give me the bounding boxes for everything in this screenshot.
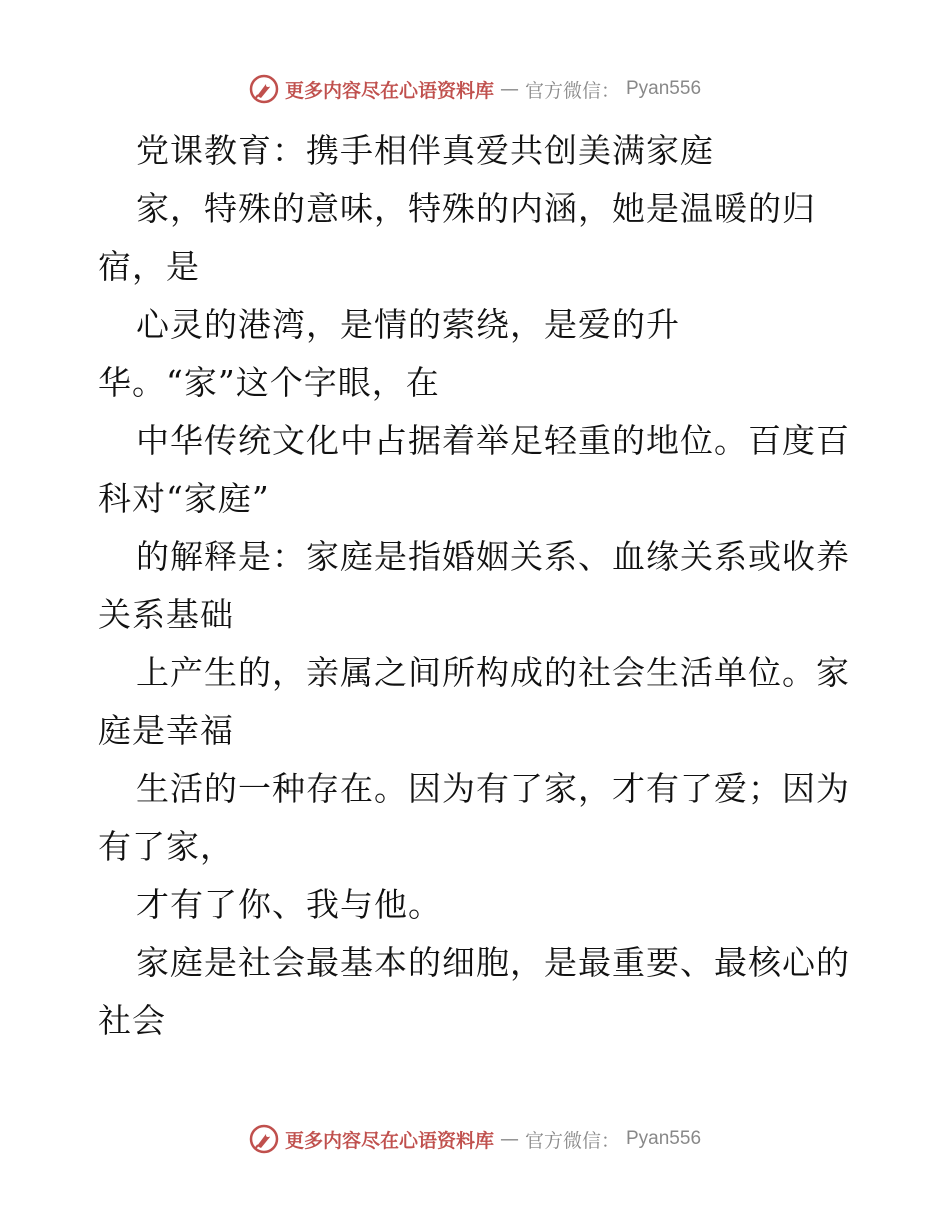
paragraph-line: 心灵的港湾，是情的萦绕，是爱的升 xyxy=(136,305,680,344)
pen-nib-logo-icon xyxy=(249,1124,279,1154)
banner-wechat-label: 官方微信： xyxy=(524,79,620,102)
paragraph-line: 上产生的，亲属之间所构成的社会生活单位。家 xyxy=(136,653,850,692)
banner-separator: — xyxy=(499,1128,519,1150)
banner-wechat-id: Pyan556 xyxy=(626,1128,702,1149)
paragraph-line: 庭是幸福 xyxy=(98,711,234,750)
pen-nib-logo-icon xyxy=(249,74,279,104)
paragraph-line: 的解释是：家庭是指婚姻关系、血缘关系或收养 xyxy=(136,537,850,576)
document-body xyxy=(98,122,858,1050)
paragraph-line: 华。“家”这个字眼，在 xyxy=(98,363,440,402)
paragraph-line: 关系基础 xyxy=(98,595,234,634)
banner-main-text: 更多内容尽在心语资料库 xyxy=(284,1129,494,1152)
paragraph-line: 科对“家庭” xyxy=(98,479,270,518)
footer-watermark-banner xyxy=(0,1124,950,1154)
paragraph-line: 中华传统文化中占据着举足轻重的地位。百度百 xyxy=(136,421,850,460)
paragraph-line: 家，特殊的意味，特殊的内涵，她是温暖的归 xyxy=(136,189,816,228)
banner-separator: — xyxy=(499,78,519,100)
paragraph-line: 才有了你、我与他。 xyxy=(136,885,442,924)
banner-main-text: 更多内容尽在心语资料库 xyxy=(284,79,494,102)
banner-wechat-id: Pyan556 xyxy=(626,78,702,99)
paragraph-line: 社会 xyxy=(98,1001,166,1040)
paragraph-line: 生活的一种存在。因为有了家，才有了爱；因为 xyxy=(136,769,850,808)
paragraph-line: 宿，是 xyxy=(98,247,200,286)
banner-wechat-label: 官方微信： xyxy=(524,1129,620,1152)
paragraph-line: 家庭是社会最基本的细胞，是最重要、最核心的 xyxy=(136,943,850,982)
header-watermark-banner xyxy=(0,74,950,104)
document-title: 党课教育：携手相伴真爱共创美满家庭 xyxy=(136,131,714,170)
paragraph-line: 有了家， xyxy=(98,827,234,866)
